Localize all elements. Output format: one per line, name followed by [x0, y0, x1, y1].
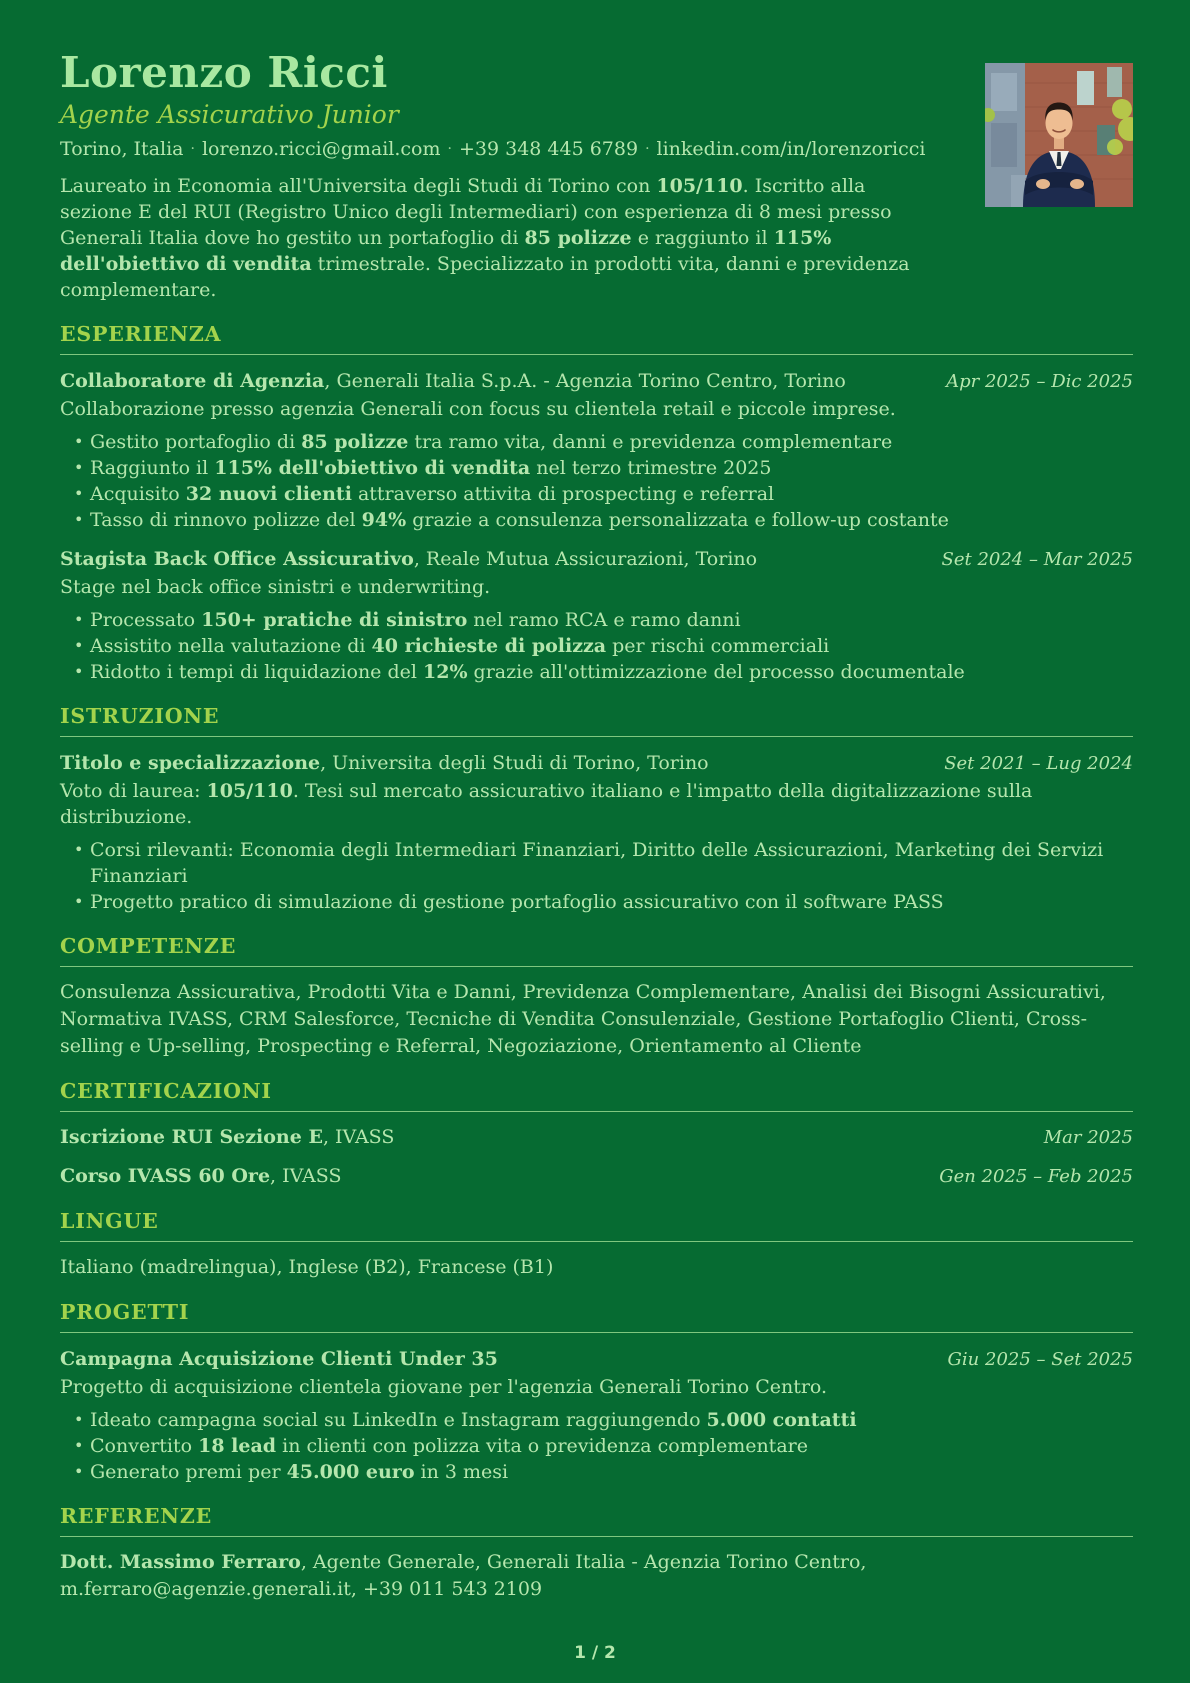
contact-line	[60, 138, 1133, 160]
contact-email: lorenzo.ricci@gmail.com	[201, 138, 441, 161]
certification-entry	[60, 1124, 1133, 1151]
bullet-list	[60, 1407, 1133, 1485]
bullet-item: • Gestito portafoglio di 85 polizze tra ramo vita, danni e previdenza complementare	[74, 429, 1133, 455]
section-progetti	[60, 1300, 1133, 1485]
bullet-item: • Tasso di rinnovo polizze del 94% grazie a consulenza personalizzata e follow-up costante	[74, 507, 1133, 533]
job-title: Agente Assicurativo Junior	[60, 100, 399, 130]
section-title: REFERENZE	[60, 1504, 1133, 1537]
bullet-list	[60, 837, 1133, 915]
section-title: PROGETTI	[60, 1300, 1133, 1333]
entry-date: Mar 2025	[1043, 1127, 1133, 1149]
bullet-item: • Ridotto i tempi di liquidazione del 12% grazie all'ottimizzazione del processo documentale	[74, 659, 1133, 685]
entry-description: Stage nel back office sinistri e underwriting.	[60, 576, 491, 599]
bullet-item: • Ideato campagna social su LinkedIn e Instagram raggiungendo 5.000 contatti	[74, 1407, 1133, 1433]
header	[60, 50, 1133, 303]
page-title: Lorenzo Ricci	[60, 48, 388, 97]
entry-description: Voto di laurea: 105/110. Tesi sul mercato assicurativo italiano e l'impatto della digitalizzazione sulla distribuzione.	[60, 780, 1033, 829]
entry-title: Stagista Back Office Assicurativo, Reale Mutua Assicurazioni, Torino	[60, 548, 758, 571]
entry-date: Set 2024 – Mar 2025	[941, 549, 1133, 571]
section-title: LINGUE	[60, 1209, 1133, 1242]
bullet-list	[60, 429, 1133, 533]
bullet-list	[60, 607, 1133, 685]
section-title: ISTRUZIONE	[60, 704, 1133, 737]
section-certificazioni	[60, 1079, 1133, 1190]
entry-description: Collaborazione presso agenzia Generali con focus su clientela retail e piccole imprese.	[60, 398, 896, 421]
entry-header	[60, 750, 1133, 776]
entry-header	[60, 368, 1133, 394]
section-competenze	[60, 934, 1133, 1060]
page-indicator: 1 / 2	[574, 1643, 616, 1663]
entry-date: Giu 2025 – Set 2025	[947, 1349, 1133, 1371]
contact-location: Torino, Italia	[60, 138, 184, 161]
entry-title: Iscrizione RUI Sezione E, IVASS	[60, 1126, 395, 1149]
section-title: CERTIFICAZIONI	[60, 1079, 1133, 1112]
languages-text: Italiano (madrelingua), Inglese (B2), Francese (B1)	[60, 1256, 554, 1279]
entry-description: Progetto di acquisizione clientela giovane per l'agenzia Generali Torino Centro.	[60, 1376, 828, 1399]
profile-photo	[985, 63, 1133, 207]
section-lingue	[60, 1209, 1133, 1281]
section-istruzione	[60, 704, 1133, 915]
entry-header	[60, 546, 1133, 572]
section-esperienza	[60, 322, 1133, 685]
contact-separator: ·	[190, 141, 195, 158]
contact-linkedin: linkedin.com/in/lorenzoricci	[656, 138, 926, 161]
skills-text: Consulenza Assicurativa, Prodotti Vita e Danni, Previdenza Complementare, Analisi dei Bisogni Assicurativi, Normativa IVASS, CRM Salesforce, Tecniche di Vendita Consulenziale, Gestione Portafoglio Clienti, Cross-selling e Up-selling, Prospecting e Referral, Negoziazione, Orientamento al Cliente	[60, 981, 1106, 1058]
entry-date: Apr 2025 – Dic 2025	[946, 371, 1133, 393]
bullet-item: • Assistito nella valutazione di 40 richieste di polizza per rischi commerciali	[74, 633, 1133, 659]
bullet-item: • Corsi rilevanti: Economia degli Intermediari Finanziari, Diritto delle Assicurazioni, Marketing dei Servizi Finanziari	[74, 837, 1133, 889]
bullet-item: • Raggiunto il 115% dell'obiettivo di vendita nel terzo trimestre 2025	[74, 455, 1133, 481]
experience-entry	[60, 368, 1133, 533]
contact-separator: ·	[645, 141, 650, 158]
contact-separator: ·	[447, 141, 452, 158]
experience-entry	[60, 546, 1133, 685]
bullet-item: • Generato premi per 45.000 euro in 3 mesi	[74, 1459, 1133, 1485]
entry-title: Corso IVASS 60 Ore, IVASS	[60, 1165, 342, 1188]
section-title: COMPETENZE	[60, 934, 1133, 967]
education-entry	[60, 750, 1133, 915]
entry-title: Collaboratore di Agenzia, Generali Italia S.p.A. - Agenzia Torino Centro, Torino	[60, 370, 846, 393]
summary-paragraph: Laureato in Economia all'Universita degli Studi di Torino con 105/110. Iscritto alla sezione E del RUI (Registro Unico degli Intermediari) con esperienza di 8 mesi presso Generali Italia dove ho gestito un portafoglio di 85 polizze e raggiunto il 115% dell'obiettivo di vendita trimestrale. Specializzato in prodotti vita, danni e previdenza complementare.	[60, 175, 910, 302]
entry-date: Gen 2025 – Feb 2025	[939, 1166, 1133, 1188]
certification-entry	[60, 1163, 1133, 1190]
bullet-item: • Progetto pratico di simulazione di gestione portafoglio assicurativo con il software PASS	[74, 889, 1133, 915]
bullet-item: • Acquisito 32 nuovi clienti attraverso attivita di prospecting e referral	[74, 481, 1133, 507]
entry-title: Campagna Acquisizione Clienti Under 35	[60, 1348, 498, 1371]
reference-text: Dott. Massimo Ferraro, Agente Generale, Generali Italia - Agenzia Torino Centro, m.ferraro@agenzie.generali.it, +39 011 543 2109	[60, 1551, 867, 1601]
section-referenze	[60, 1504, 1133, 1603]
project-entry	[60, 1346, 1133, 1485]
entry-date: Set 2021 – Lug 2024	[944, 753, 1133, 775]
entry-header	[60, 1346, 1133, 1372]
section-title: ESPERIENZA	[60, 322, 1133, 355]
bullet-item: • Processato 150+ pratiche di sinistro nel ramo RCA e ramo danni	[74, 607, 1133, 633]
entry-title: Titolo e specializzazione, Universita degli Studi di Torino, Torino	[60, 752, 709, 775]
contact-phone: +39 348 445 6789	[458, 138, 639, 161]
bullet-item: • Convertito 18 lead in clienti con polizza vita o previdenza complementare	[74, 1433, 1133, 1459]
